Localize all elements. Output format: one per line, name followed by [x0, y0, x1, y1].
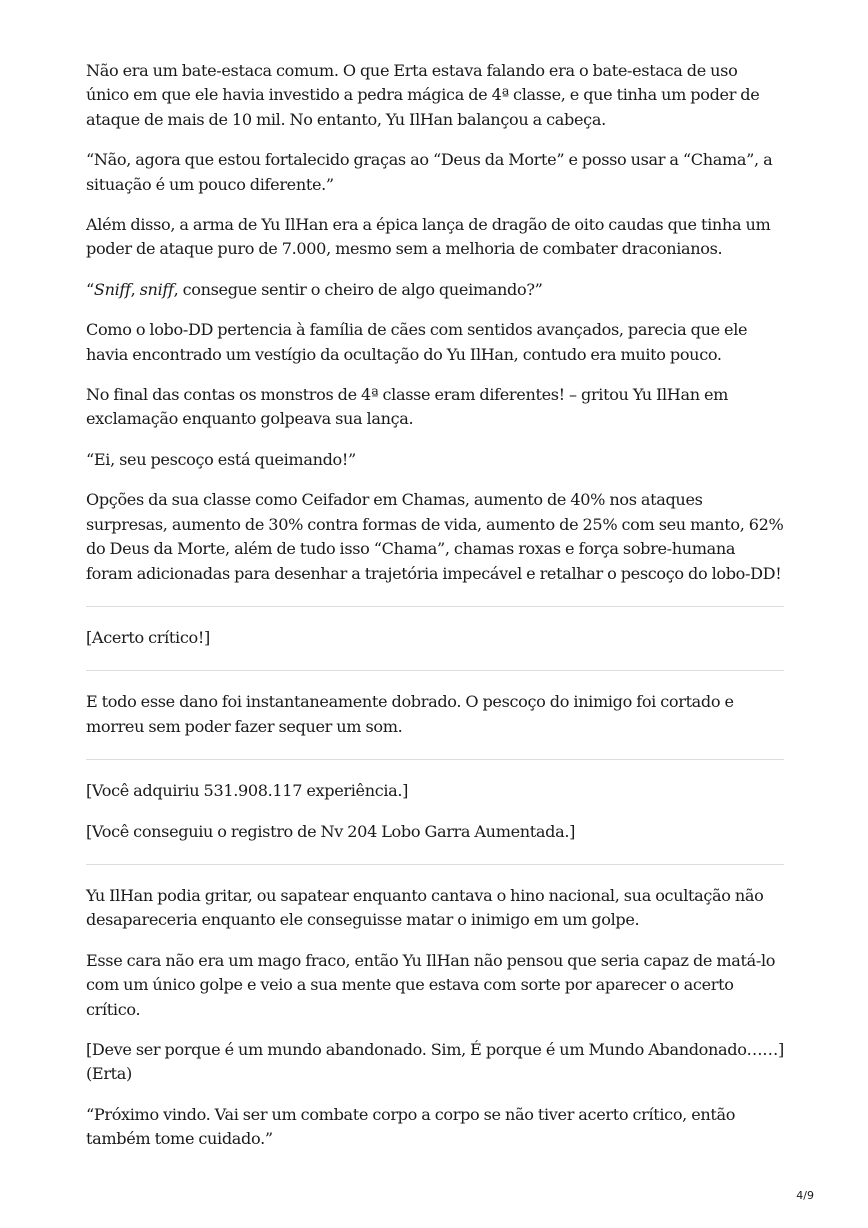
paragraph: Yu IlHan podia gritar, ou sapatear enquanto cantava o hino nacional, sua ocultação não desapareceria enquanto ele conseguisse matar o inimigo em um golpe.	[86, 885, 764, 930]
system-message: [Você conseguiu o registro de Nv 204 Lobo Garra Aumentada.]	[86, 821, 576, 841]
page-number: 4/9	[796, 1189, 814, 1202]
section-divider	[86, 606, 784, 607]
text-span: , consegue sentir o cheiro de algo queimando?”	[173, 279, 543, 299]
italic-text: sniff	[139, 279, 174, 299]
paragraph: “Não, agora que estou fortalecido graças ao “Deus da Morte” e posso usar a “Chama”, a situação é um pouco diferente.”	[86, 150, 773, 194]
text-span: ,	[130, 279, 140, 299]
section-divider	[86, 670, 784, 671]
paragraph: “Ei, seu pescoço está queimando!”	[86, 449, 356, 469]
system-message: [Você adquiriu 531.908.117 experiência.]	[86, 781, 409, 801]
section-divider	[86, 864, 784, 865]
paragraph: “Próximo vindo. Vai ser um combate corpo a corpo se não tiver acerto crítico, então também tome cuidado.”	[86, 1104, 736, 1149]
paragraph: Esse cara não era um mago fraco, então Yu IlHan não pensou que seria capaz de matá-lo com um único golpe e veio a sua mente que estava com sorte por aparecer o acerto crítico.	[86, 950, 776, 1019]
paragraph: Não era um bate-estaca comum. O que Erta estava falando era o bate-estaca de uso único em que ele havia investido a pedra mágica de 4ª classe, e que tinha um poder de ataque de mais de 10 mil. No entanto, Yu IlHan balançou a cabeça.	[86, 61, 760, 129]
paragraph: [Deve ser porque é um mundo abandonado. Sim, É porque é um Mundo Abandonado……] (Erta)	[86, 1039, 784, 1084]
paragraph	[86, 278, 784, 302]
system-message: [Acerto crítico!]	[86, 627, 210, 647]
text-span: “	[86, 279, 94, 299]
section-divider	[86, 759, 784, 760]
paragraph: No final das contas os monstros de 4ª classe eram diferentes! – gritou Yu IlHan em exclamação enquanto golpeava sua lança.	[86, 385, 729, 429]
paragraph: Opções da sua classe como Ceifador em Chamas, aumento de 40% nos ataques surpresas, aumento de 30% contra formas de vida, aumento de 25% com seu manto, 62% do Deus da Morte, além de tudo isso “Chama”, chamas roxas e força sobre-humana foram adicionadas para desenhar a trajetória impecável e retalhar o pescoço do lobo-DD!	[86, 490, 784, 583]
paragraph: E todo esse dano foi instantaneamente dobrado. O pescoço do inimigo foi cortado e morreu sem poder fazer sequer um som.	[86, 692, 734, 736]
paragraph: Como o lobo-DD pertencia à família de cães com sentidos avançados, parecia que ele havia encontrado um vestígio da ocultação do Yu IlHan, contudo era muito pouco.	[86, 320, 748, 364]
paragraph: Além disso, a arma de Yu IlHan era a épica lança de dragão de oito caudas que tinha um poder de ataque puro de 7.000, mesmo sem a melhoria de combater draconianos.	[86, 215, 771, 259]
document-body	[86, 59, 784, 1152]
italic-text: Sniff	[93, 279, 131, 299]
